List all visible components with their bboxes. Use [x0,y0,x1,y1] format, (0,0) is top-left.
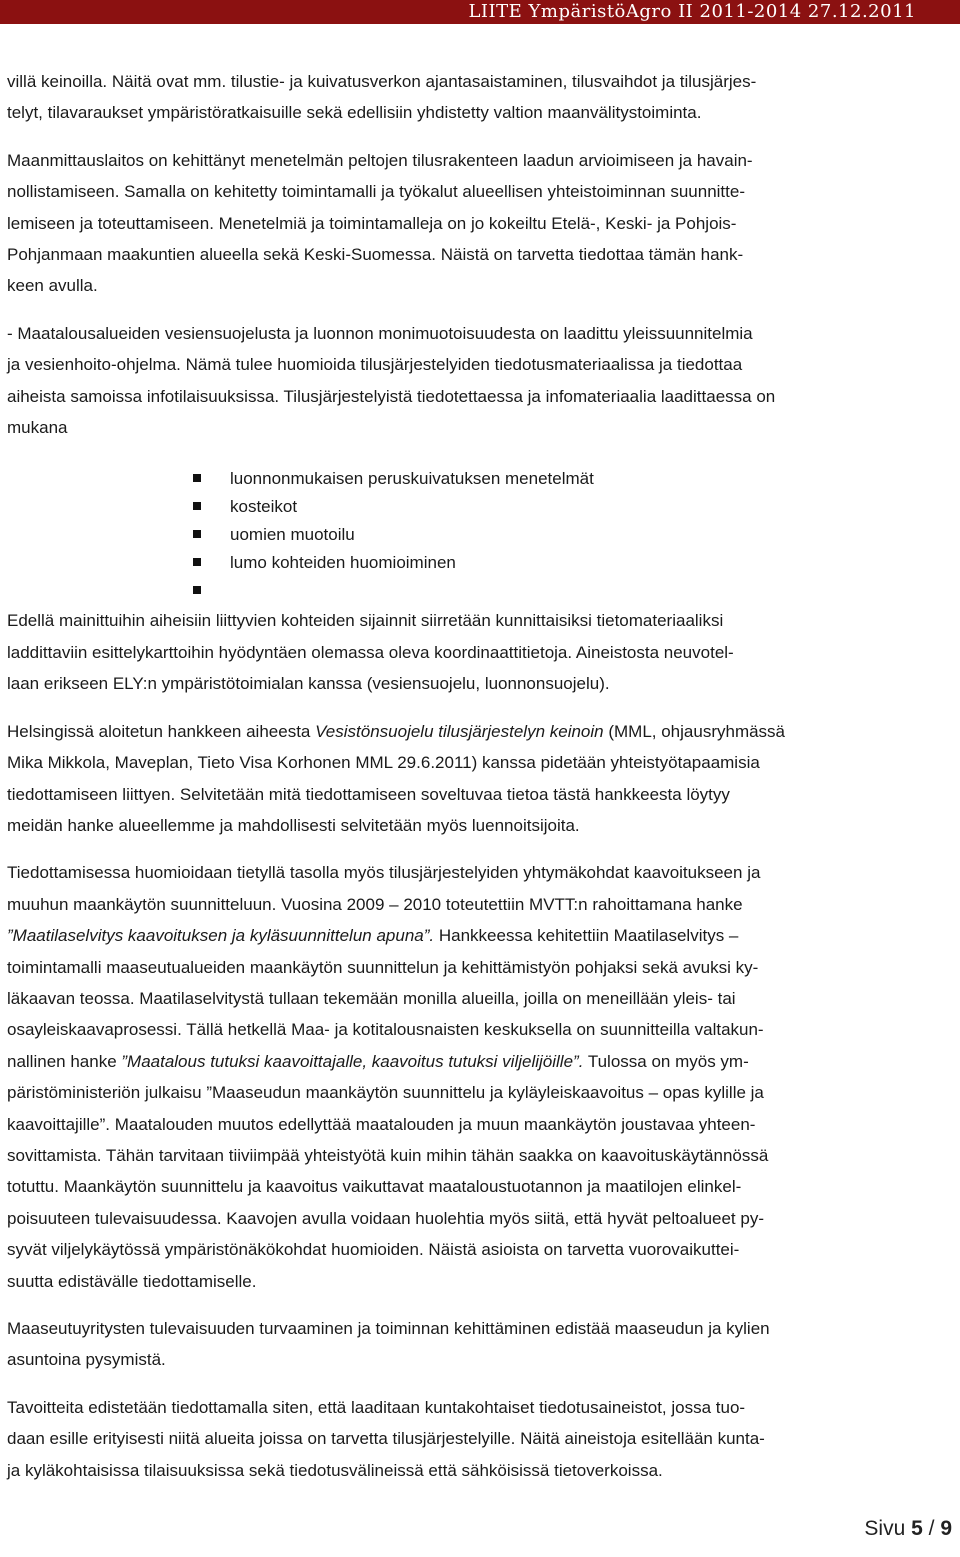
paragraph-8: Tavoitteita edistetään tiedottamalla siten, että laaditaan kuntakohtaiset tiedotusaineistot, jossa tuo- daan esille erityisesti niitä alueita joissa on tarvetta tilusjärjestelyille. Näitä aineistoja esitellään kunta- ja kyläkohtaisissa tilaisuuksissa sekä tiedotusvälineissä että sähköisissä tietoverkoissa. [7,1397,765,1480]
list-item-text: kosteikot [230,497,298,517]
paragraph-6-text-a: Tiedottamisessa huomioidaan tietyllä tasolla myös tilusjärjestelyiden yhtymäkohdat kaavoitukseen ja muuhun maankäytön suunnitteluun. Vuosina 2009 – 2010 toteutettiin MVTT:n rahoittamana hanke [7,863,761,914]
paragraph-4: Edellä mainittuihin aiheisiin liittyvien kohteiden sijainnit siirretään kunnittaisiksi tietomateriaaliksi laddittaviin esittelykarttoihin hyödyntäen olemassa oleva koordinaattitietoja. Aineistosta neuvotel- laan erikseen ELY:n ympäristötoimialan kanssa (vesiensuojelu, luonnonsuojelu). [7,611,734,694]
page-number-total: 9 [940,1517,952,1540]
paragraph-6-text-b: Hankkeessa kehitettiin Maatilaselvitys – toimintamalli maaseutualueiden maankäytön suunnittelun ja kehittämistyön pohjaksi sekä avuksi ky- läkaavan teossa. Maatilaselvitystä tullaan tekemään monilla alueilla, joilla on meneillään yleis- tai osayleiskaavaprosessi. Tällä hetkellä Maa- ja kotitalousnaisten keskuksella on suunnitteilla valtakun- nallinen hanke [7,926,764,1071]
paragraph-6-project-title-1: ”Maatilaselvitys kaavoituksen ja kyläsuunnittelun apuna”. [7,926,435,946]
paragraph-6-text-c: Tulossa on myös ym- päristöministeriön julkaisu ”Maaseudun maankäytön suunnittelu ja kyläyleiskaavoitus – opas kylille ja kaavoittajille”. Maatalouden muutos edellyttää maatalouden ja muun maankäytön joustavaa yhteen- sovittamista. Tähän tarvitaan tiiviimpää yhteistyötä kuin mihin tähän saakka on kaavoituskäytännössä totuttu. Maankäytön suunnittelu ja kaavoitus vaikuttavat maataloustuotannon ja maatilojen elinkel- poisuuteen tulevaisuudessa. Kaavojen avulla voidaan huolehtia myös siitä, että hyvät peltoalueet py- syvät viljelykäytössä ympäristönäkökohdat huomioiden. Näistä asioista on tarvetta vuorovaikuttei- suutta edistävälle tiedottamiselle. [7,1051,769,1291]
paragraph-7: Maaseutuyritysten tulevaisuuden turvaaminen ja toiminnan kehittäminen edistää maaseudun ja kylien asuntoina pysymistä. [7,1319,770,1370]
square-bullet-icon [193,586,201,594]
square-bullet-icon [193,502,201,510]
paragraph-5-text-b: (MML, ohjausryhmässä Mika Mikkola, Maveplan, Tieto Visa Korhonen MML 29.6.2011) kanssa pidetään yhteistyötapaamisia tiedottamiseen liittyen. Selvitetään mitä tiedottamiseen soveltuvaa tietoa tästä hankkeesta löytyy meidän hanke alueellemme ja mahdollisesti selvitetään myös luennoitsijoita. [7,721,786,835]
paragraph-5 [7,716,953,842]
list-item-text: uomien muotoilu [230,525,355,545]
document-body [7,66,953,1486]
paragraph-5-text-a: Helsingissä aloitetun hankkeen aiheesta [7,721,316,741]
paragraph-6 [7,857,953,1297]
square-bullet-icon [193,474,201,482]
document-header-title: LIITE YmpäristöAgro II 2011-2014 27.12.2011 [468,1,916,22]
paragraph-5-project-title: Vesistönsuojelu tilusjärjestelyn keinoin [315,721,604,741]
bullet-list [7,465,953,605]
header-bar [0,0,960,24]
square-bullet-icon [193,558,201,566]
paragraph-6-project-title-2: ”Maatalous tutuksi kaavoittajalle, kaavoitus tutuksi viljelijöille”. [121,1051,584,1071]
page-number-separator: / [922,1517,941,1540]
list-item [7,577,953,605]
list-item [7,521,953,549]
list-item-text: lumo kohteiden huomioiminen [230,553,456,573]
page-number [864,1517,952,1541]
paragraph-1: villä keinoilla. Näitä ovat mm. tilustie- ja kuivatusverkon ajantasaistaminen, tilusvaihdot ja tilusjärjes- telyt, tilavaraukset ympäristöratkaisuille sekä edellisiin yhdistetty valtion maanvälitystoiminta. [7,72,757,123]
paragraph-3: - Maatalousalueiden vesiensuojelusta ja luonnon monimuotoisuudesta on laadittu yleissuunnitelmia ja vesienhoito-ohjelma. Nämä tulee huomioida tilusjärjestelyiden tiedotusmateriaalissa ja tiedottaa aiheista samoissa infotilaisuuksissa. Tilusjärjestelyistä tiedotettaessa ja infomateriaalia laadittaessa on mukana [7,323,776,438]
square-bullet-icon [193,530,201,538]
page-number-current: 5 [911,1517,923,1540]
page-number-prefix: Sivu [864,1517,912,1540]
list-item [7,465,953,493]
list-item-text: luonnonmukaisen peruskuivatuksen menetelmät [230,469,594,489]
paragraph-2: Maanmittauslaitos on kehittänyt menetelmän peltojen tilusrakenteen laadun arvioimiseen ja havain- nollistamiseen. Samalla on kehitetty toimintamalli ja työkalut alueellisen yhteistoiminnan suunnitte- lemiseen ja toteuttamiseen. Menetelmiä ja toimintamalleja on jo kokeiltu Etelä-, Keski- ja Pohjois- Pohjanmaan maakuntien alueella sekä Keski-Suomessa. Näistä on tarvetta tiedottaa tämän hank- keen avulla. [7,150,753,296]
list-item [7,493,953,521]
list-item [7,549,953,577]
